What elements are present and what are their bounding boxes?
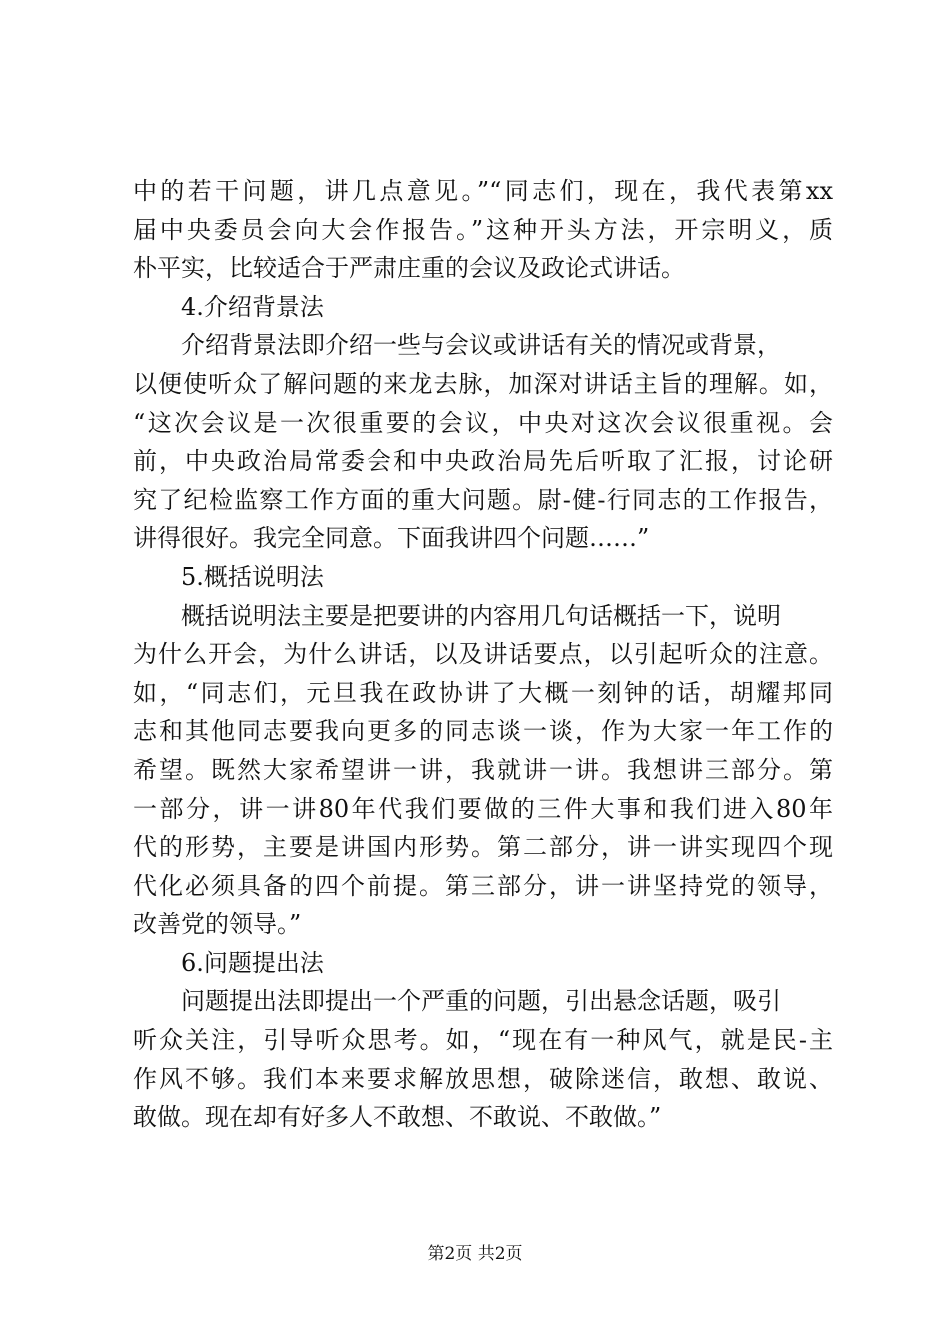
text-line: 以便使听众了解问题的来龙去脉，加深对讲话主旨的理解。如， [133,369,833,398]
text-line: 为什么开会，为什么讲话，以及讲话要点，以引起听众的注意。 [133,640,833,669]
text-line: 作风不够。我们本来要求解放思想，破除迷信，敢想、敢说、 [133,1064,833,1093]
text-line: 介绍背景法即介绍一些与会议或讲话有关的情况或背景， [181,331,781,360]
section-heading-5: 5.概括说明法 [181,562,324,591]
page-number-footer: 第2页 共2页 [427,1244,523,1264]
text-line: 概括说明法主要是把要讲的内容用几句话概括一下，说明 [181,601,781,630]
body-text [133,172,833,1137]
text-line: 代化必须具备的四个前提。第三部分，讲一讲坚持党的领导， [133,871,833,900]
text-line: “这次会议是一次很重要的会议，中央对这次会议很重视。会 [133,408,833,437]
text-line: 志和其他同志要我向更多的同志谈一谈，作为大家一年工作的 [133,717,833,746]
text-line: 代的形势，主要是讲国内形势。第二部分，讲一讲实现四个现 [133,833,833,862]
text-line: 如，“同志们，元旦我在政协讲了大概一刻钟的话，胡耀邦同 [133,678,833,707]
text-line: 希望。既然大家希望讲一讲，我就讲一讲。我想讲三部分。第 [133,755,833,784]
section-heading-4: 4.介绍背景法 [181,292,324,321]
text-line: 一部分，讲一讲80年代我们要做的三件大事和我们进入80年 [133,794,833,823]
text-line: 前，中央政治局常委会和中央政治局先后听取了汇报，讨论研 [133,447,833,476]
text-line: 听众关注，引导听众思考。如，“现在有一种风气，就是民-主 [133,1026,833,1055]
text-line: 问题提出法即提出一个严重的问题，引出悬念话题，吸引 [181,987,781,1016]
text-line: 敢做。现在却有好多人不敢想、不敢说、不敢做。” [133,1103,662,1132]
text-line: 届中央委员会向大会作报告。”这种开头方法，开宗明义，质 [133,215,833,244]
text-line: 朴平实，比较适合于严肃庄重的会议及政论式讲话。 [133,254,685,283]
text-line: 中的若干问题，讲几点意见。”“同志们，现在，我代表第xx [133,177,833,205]
text-line: 讲得很好。我完全同意。下面我讲四个问题……” [133,524,650,553]
text-line: 改善党的领导。” [133,910,302,939]
section-heading-6: 6.问题提出法 [181,948,324,977]
text-line: 究了纪检监察工作方面的重大问题。尉-健-行同志的工作报告， [133,485,833,514]
